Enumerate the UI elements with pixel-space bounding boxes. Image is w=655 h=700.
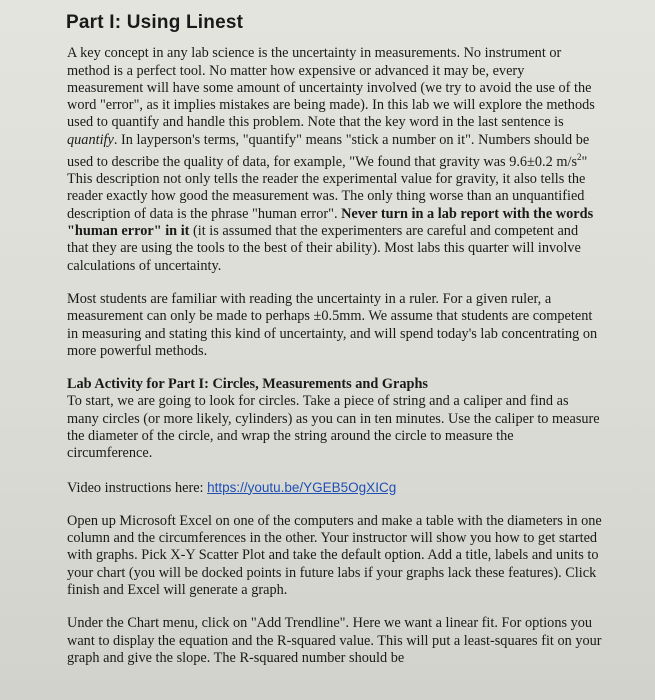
paragraph-uncertainty-intro xyxy=(67,45,602,275)
text-run: A key concept in any lab science is the uncertainty in measurements. No instrument or method is a perfect tool. No matter how expensive or advanced it may be, every measurement will have some amount of uncertainty involved (we try to avoid the use of the word "error", as it implies mistakes are being made). In this lab we will explore the methods used to quantify and handle this problem. Note that the key word in the last sentence is xyxy=(67,45,595,131)
emphasis-quantify: quantify xyxy=(67,131,114,148)
text-run: . In layperson's terms, "quantify" means "stick a number on it". Numbers should be used to describe the quality of data, for example, "We found that gravity was 9.6±0.2 m/s xyxy=(67,131,590,170)
superscript: 2 xyxy=(577,152,582,163)
video-link[interactable]: https://youtu.be/YGEB5OgXICg xyxy=(207,479,397,495)
section-heading-lab-activity: Lab Activity for Part I: Circles, Measurements and Graphs xyxy=(67,376,428,393)
page-title: Part I: Using Linest xyxy=(66,12,244,33)
paragraph-lab-activity xyxy=(67,376,602,462)
video-label: Video instructions here: xyxy=(67,479,208,496)
paragraph-ruler: Most students are familiar with reading the uncertainty in a ruler. For a given ruler, a measurement can only be made to perhaps ±0.5mm. We assume that students are competent in measuring and stating this kind of uncertainty, and will spend today's lab concentrating on more powerful methods. xyxy=(67,290,598,359)
paragraph-excel: Open up Microsoft Excel on one of the computers and make a table with the diameters in one column and the circumferences in the other. Your instructor will show you how to get started with graphs. Pick X-Y Scatter Plot and take the default option. Add a title, labels and units to your chart (you will be docked points in future labs if your graphs lack these features). Click finish and Excel will generate a graph. xyxy=(67,512,602,599)
paragraph-trendline: Under the Chart menu, click on "Add Trendline". Here we want a linear fit. For options you want to display the equation and the R-squared value. This will put a least-squares fit on your graph and give the slope. The R-squared number should be xyxy=(67,615,602,666)
text-run: " This description not only tells the reader the experimental value for gravity, it also tells the reader exactly how good the measurement was. The only thing worse than an unquantified description of data is the phrase "human error". xyxy=(67,153,588,222)
document-body xyxy=(62,14,602,683)
paragraph-video xyxy=(67,479,602,497)
warning-human-error: Never turn in a lab report with the words "human error" in it xyxy=(67,205,594,240)
text-run: (it is assumed that the experimenters are careful and competent and that they are using the tools to the best of their ability). Most labs this quarter will involve calculations of uncertainty. xyxy=(67,223,581,274)
text-run: To start, we are going to look for circles. Take a piece of string and a caliper and find as many circles (or more likely, cylinders) as you can in ten minutes. Use the caliper to measure the diameter of the circle, and wrap the string around the circle to measure the circumference. xyxy=(67,393,600,462)
